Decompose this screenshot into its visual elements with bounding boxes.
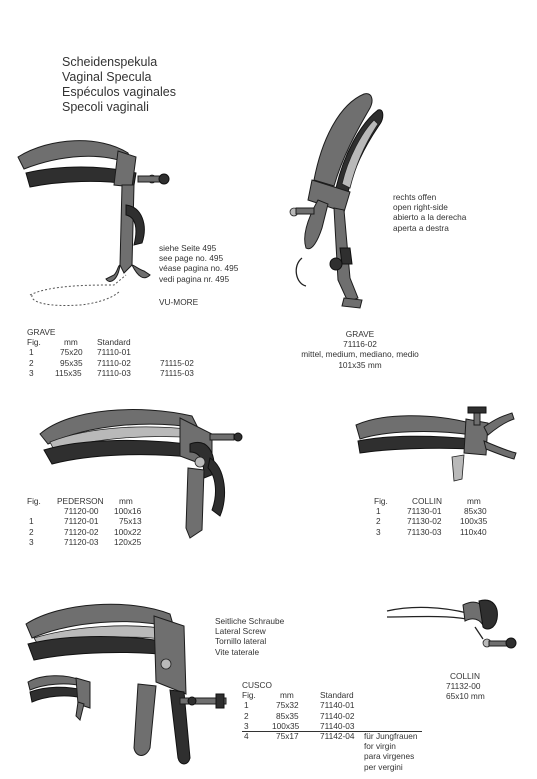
virgin-note <box>364 731 418 772</box>
grave-right-name: GRAVE <box>345 329 375 339</box>
table-cell: 71120-01 <box>64 516 99 527</box>
table-cell: 4 <box>244 730 249 741</box>
title-it: Specoli vaginali <box>62 100 149 114</box>
table-cell: 71120-02 <box>64 526 99 537</box>
table-cell: 1 <box>29 347 34 358</box>
table-cell: 2 <box>29 526 34 537</box>
table-cell: 110x40 <box>460 526 487 537</box>
table-header-cell: mm <box>467 496 481 506</box>
see-page-es: véase pagina no. 495 <box>159 263 239 274</box>
see-page-en: see page no. 495 <box>159 253 224 264</box>
title-es: Espéculos vaginales <box>62 85 176 99</box>
grave-table <box>27 327 257 378</box>
table-row <box>374 527 534 537</box>
table-row <box>27 506 227 516</box>
grave-table-header <box>27 337 257 347</box>
table-cell: 3 <box>376 526 381 537</box>
virgin-note-it: per vergini <box>364 761 403 772</box>
grave-table-name: GRAVE <box>27 327 56 337</box>
see-page-it: vedi pagina nr. 495 <box>159 273 230 284</box>
right-side-en: open right-side <box>393 202 448 213</box>
lateral-screw-de: Seitliche Schraube <box>215 616 285 626</box>
table-header-cell: mm <box>64 337 78 348</box>
grave-right-caption <box>250 329 470 370</box>
table-header-cell: Fig. <box>27 496 41 506</box>
table-cell: 95x35 <box>60 357 83 368</box>
table-cell: 3 <box>244 720 249 731</box>
table-row <box>27 537 227 547</box>
cusco-table-header <box>242 690 442 700</box>
page-title <box>62 55 176 115</box>
right-side-it: aperta a destra <box>393 222 449 233</box>
table-cell: 85x35 <box>276 710 299 721</box>
collin-small-size: 65x10 mm <box>446 691 485 702</box>
table-cell: 115x35 <box>55 367 82 378</box>
table-cell: 120x25 <box>114 536 142 547</box>
table-cell: 2 <box>29 357 34 368</box>
virgin-note-en: for virgin <box>364 741 396 752</box>
collin-table-header <box>374 496 534 506</box>
grave-speculum-illustration <box>10 125 180 315</box>
right-side-de: rechts offen <box>393 192 437 202</box>
see-page-de: siehe Seite 495 <box>159 243 217 253</box>
collin-small-caption <box>446 671 485 702</box>
table-cell: 1 <box>244 700 249 711</box>
grave-right-code: 71116-02 <box>343 339 377 350</box>
grave-open-right-speculum-illustration <box>278 88 388 316</box>
collin-table <box>374 496 534 537</box>
table-cell: 71142-04 <box>320 730 355 741</box>
table-header-cell: PEDERSON <box>57 496 104 506</box>
table-row <box>374 506 534 516</box>
collin-small-code: 71132-00 <box>446 681 481 692</box>
vu-more-label: VU-MORE <box>159 297 199 307</box>
table-cell: 100x16 <box>114 506 142 517</box>
table-cell: 100x35 <box>460 516 488 527</box>
table-cell: 71130-03 <box>407 526 442 537</box>
table-cell: 3 <box>29 367 34 378</box>
table-cell: 71130-02 <box>407 516 442 527</box>
table-row <box>27 527 227 537</box>
collin-small-name: COLLIN <box>450 671 480 681</box>
table-cell: 2 <box>376 516 381 527</box>
pederson-table <box>27 496 227 547</box>
table-cell: 85x30 <box>464 506 487 517</box>
table-cell: 75x20 <box>60 347 83 358</box>
lateral-screw-note <box>215 616 284 657</box>
table-cell: 71110-01 <box>97 347 131 358</box>
table-cell: 75x13 <box>119 516 142 527</box>
table-row <box>242 700 442 710</box>
lateral-screw-es: Tornillo lateral <box>215 636 267 647</box>
virgin-note-es: para virgenes <box>364 751 415 762</box>
cusco-table-name: CUSCO <box>242 680 272 690</box>
table-header-cell: Fig. <box>242 690 256 701</box>
table-header-cell: Standard <box>320 690 354 701</box>
table-cell: 71110-03 <box>97 367 131 378</box>
table-cell: 75x32 <box>276 700 299 711</box>
table-cell: 1 <box>29 516 34 527</box>
table-header-cell: mm <box>280 690 294 701</box>
title-de: Scheidenspekula <box>62 55 158 69</box>
table-cell: 71120-03 <box>64 536 99 547</box>
lateral-screw-it: Vite taterale <box>215 646 260 657</box>
collin-speculum-illustration <box>352 405 522 485</box>
table-cell: 71140-02 <box>320 710 355 721</box>
table-header-cell: Fig. <box>374 496 388 506</box>
title-en: Vaginal Specula <box>62 70 152 84</box>
table-header-cell: mm <box>119 496 133 506</box>
table-cell: 71140-01 <box>320 700 355 711</box>
table-cell: 2 <box>244 710 249 721</box>
grave-right-size: 101x35 mm <box>338 359 382 370</box>
table-cell: 71120-00 <box>64 506 99 517</box>
table-cell: 71115-02 <box>160 357 194 368</box>
table-cell: 100x22 <box>114 526 142 537</box>
right-side-es: abierto a la derecha <box>393 212 467 223</box>
see-page-note <box>159 243 238 284</box>
right-side-note <box>393 192 466 233</box>
table-row <box>27 516 227 526</box>
collin-small-speculum-illustration <box>383 595 523 665</box>
table-header-cell: Standard <box>97 337 131 348</box>
table-cell: 71140-03 <box>320 720 355 731</box>
table-cell: 71115-03 <box>160 367 194 378</box>
table-cell: 100x35 <box>272 720 300 731</box>
table-row <box>27 347 257 357</box>
table-header-cell: Fig. <box>27 337 41 348</box>
table-header-cell: COLLIN <box>412 496 442 506</box>
table-cell: 75x17 <box>276 730 299 741</box>
virgin-note-de: für Jungfrauen <box>364 731 418 741</box>
lateral-screw-en: Lateral Screw <box>215 626 266 637</box>
table-cell: 71110-02 <box>97 357 131 368</box>
table-row <box>242 711 442 721</box>
table-row <box>374 516 534 526</box>
table-cell: 3 <box>29 536 34 547</box>
table-cell: 71130-01 <box>407 506 442 517</box>
table-cell: 1 <box>376 506 381 517</box>
table-row <box>27 358 257 368</box>
table-row <box>27 368 257 378</box>
grave-right-desc: mittel, medium, mediano, medio <box>301 349 419 360</box>
pederson-table-header <box>27 496 227 506</box>
table-row <box>242 721 442 731</box>
cusco-speculum-illustration <box>20 598 240 768</box>
